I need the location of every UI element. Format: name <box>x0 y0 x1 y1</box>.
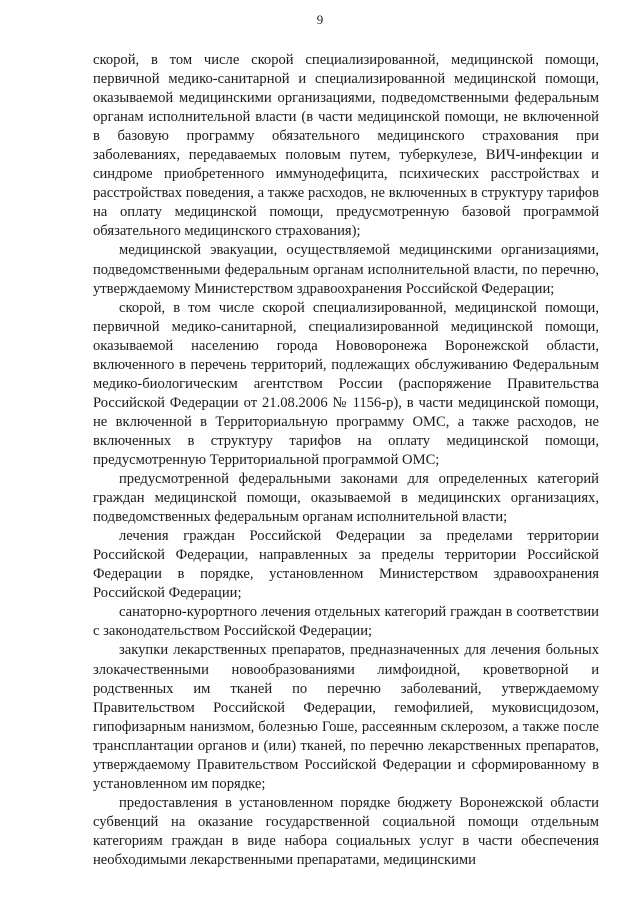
paragraph-2: медицинской эвакуации, осуществляемой медицинскими организациями, подведомственными федеральным органам исполнительной власти, по перечню, утверждаемому Министерством здравоохранения Российской Федерации; <box>93 242 599 297</box>
paragraph-5: лечения граждан Российской Федерации за пределами территории Российской Федерации, направленных за пределы территории Российской Федерации в порядке, установленном Министерством здравоохранения Российской Федерации; <box>93 528 599 602</box>
paragraph-4: предусмотренной федеральными законами для определенных категорий граждан медицинской помощи, оказываемой в медицинских организациях, подведомственных федеральным органам исполнительной власти; <box>93 471 599 526</box>
paragraph-1: скорой, в том числе скорой специализированной, медицинской помощи, первичной медико-санитарной и специализированной медицинской помощи, оказываемой медицинскими организациями, подведомственными федеральным органам исполнительной власти (в части медицинской помощи, не включенной в базовую программу обязательного медицинского страхования при заболеваниях, передаваемых половым путем, туберкулезе, ВИЧ-инфекции и синдроме приобретенного иммунодефицита, психических расстройствах и расстройствах поведения, а также расходов, не включенных в структуру тарифов на оплату медицинской помощи, предусмотренную базовой программой обязательного медицинского страхования); <box>93 52 599 240</box>
paragraph-8: предоставления в установленном порядке бюджету Воронежской области субвенций на оказание государственной социальной помощи отдельным категориям граждан в виде набора социальных услуг в части обеспечения необходимыми лекарственными препаратами, медицинскими <box>93 794 599 868</box>
paragraph-3: скорой, в том числе скорой специализированной, медицинской помощи, первичной медико-санитарной, специализированной медицинской помощи, оказываемой населению города Нововоронежа Воронежской области, включенного в перечень территорий, подлежащих обслуживанию Федеральным медико-биологическим агентством России (распоряжение Правительства Российской Федерации от 21.08.2006 № 1156-р), в части медицинской помощи, не включенной в Территориальную программу ОМС, а также расходов, не включенных в структуру тарифов на оплату медицинской помощи, предусмотренную Территориальной программой ОМС; <box>93 299 599 468</box>
paragraph-6: санаторно-курортного лечения отдельных категорий граждан в соответствии с законодательством Российской Федерации; <box>93 604 599 640</box>
document-body <box>93 51 599 870</box>
page-number: 9 <box>316 12 324 27</box>
paragraph-7: закупки лекарственных препаратов, предназначенных для лечения больных злокачественными новообразованиями лимфоидной, кроветворной и родственных им тканей по перечню заболеваний, утверждаемому Правительством Российской Федерации, гемофилией, муковисцидозом, гипофизарным нанизмом, болезнью Гоше, рассеянным склерозом, а также после трансплантации органов и (или) тканей, по перечню лекарственных препаратов, утверждаемому Правительством Российской Федерации и сформированному в установленном им порядке; <box>93 642 599 792</box>
